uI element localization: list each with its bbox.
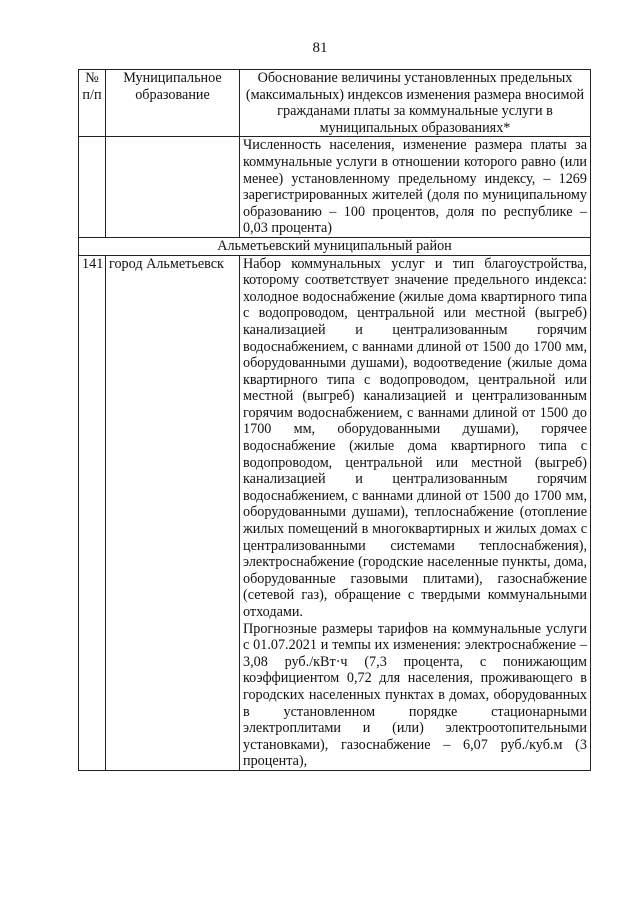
- district-row: [79, 237, 591, 255]
- continued-justification-cell: Численность населения, изменение размера платы за коммунальные услуги в отношении которого равно (или менее) установленному предельному индексу, – 1269 зарегистрированных жителей (доля по муниципальному образованию – 100 процентов, доля по республике – 0,03 процента): [240, 137, 591, 238]
- tariff-justification-table: [78, 69, 591, 771]
- header-number: № п/п: [79, 70, 106, 137]
- table-row: [79, 255, 591, 770]
- page-number: 81: [312, 40, 328, 56]
- district-name: Альметьевский муниципальный район: [79, 237, 591, 255]
- tariffs-paragraph: Прогнозные размеры тарифов на коммунальные услуги с 01.07.2021 и темпы их изменения: электроснабжение – 3,08 руб./кВт·ч (7,3 процента, с понижающим коэффициентом 0,72 для населения, проживающего в городских населенных пунктах в домах, оборудованных в установленном порядке стационарными электроплитами и (или) электроотопительными установками), газоснабжение – 6,07 руб./куб.м (3 процента),: [243, 620, 587, 770]
- row-justification: [240, 255, 591, 770]
- continued-num-cell: [79, 137, 106, 238]
- row-number: 141: [79, 255, 106, 770]
- row-municipality: город Альметьевск: [106, 255, 240, 770]
- table-row-continued: [79, 137, 591, 238]
- services-paragraph: Набор коммунальных услуг и тип благоустройства, которому соответствует значение предельного индекса: холодное водоснабжение (жилые дома квартирного типа с водопроводом, центральной или местной (выгреб) канализацией и централизованным горячим водоснабжением, с ваннами длиной от 1500 до 1700 мм, оборудованными душами), водоотведение (жилые дома квартирного типа с водопроводом, центральной или местной (выгреб) канализацией и централизованным горячим водоснабжением, с ваннами длиной от 1500 до 1700 мм, оборудованными душами), горячее водоснабжение (жилые дома квартирного типа с водопроводом, центральной или местной (выгреб) канализацией и централизованным горячим водоснабжением, с ваннами длиной от 1500 до 1700 мм, оборудованными душами), теплоснабжение (отопление жилых помещений в многоквартирных и жилых домах с централизованными системами теплоснабжения), электроснабжение (городские населенные пункты, дома, оборудованные газовыми плитами), газоснабжение (сетевой газ), обращение с твердыми коммунальными отходами.: [243, 255, 587, 620]
- header-municipality: Муниципальное образование: [106, 70, 240, 137]
- table-header-row: [79, 70, 591, 137]
- continued-municipality-cell: [106, 137, 240, 238]
- header-justification: Обоснование величины установленных предельных (максимальных) индексов изменения размера вносимой гражданами платы за коммунальные услуги в муниципальных образованиях*: [240, 70, 591, 137]
